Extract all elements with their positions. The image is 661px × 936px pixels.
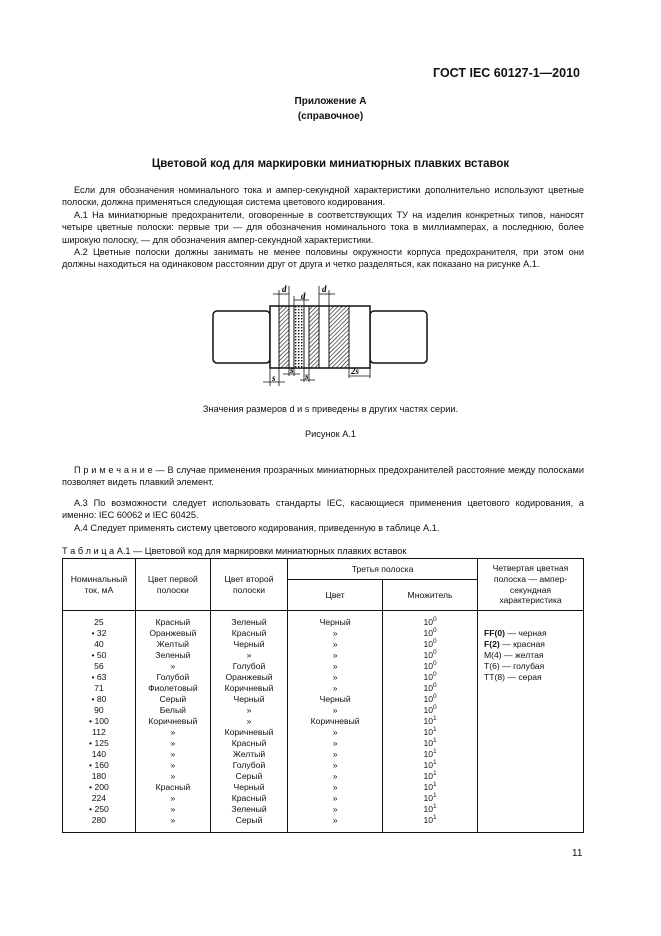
cell-second-color: Красный [210,738,287,749]
cell-multiplier: $10^1$ [383,727,478,738]
table-row [63,782,584,793]
paragraph-a2: А.2 Цветные полоски должны занимать не менее половины окружности корпуса предохранителя, при этом они должны находиться на одинаковом расстоянии друг от друга и четко разделяться, как показано на рисунке А.1. [62,247,584,270]
paragraph-intro: Если для обозначения номинального тока и ампер-секундной характеристики дополнительно используют цветные полоски, должна применяться следующая система цветового кодирования. [62,185,584,208]
cell-first-color: Серый [135,694,210,705]
cell-nominal: 112 [63,727,136,738]
bullet-icon: • [91,672,97,682]
label-s2: s [290,365,294,375]
cell-second-color: Черный [210,694,287,705]
cell-second-color: Черный [210,639,287,650]
color-code-table [62,558,584,833]
table-row [63,650,584,661]
fourth-text: — голубая [499,661,545,671]
figure-number: Рисунок А.1 [305,429,356,439]
cell-third-color: » [288,749,383,760]
cell-fourth [478,749,584,760]
cell-third-color: Черный [288,694,383,705]
cell-second-color: Зеленый [210,611,287,629]
cell-multiplier: $10^0$ [383,672,478,683]
table-row [63,716,584,727]
cell-third-color: » [288,738,383,749]
cell-second-color: Коричневый [210,727,287,738]
cell-first-color: Голубой [135,672,210,683]
cell-fourth [478,727,584,738]
cell-first-color: Белый [135,705,210,716]
fourth-text: — красная [499,639,545,649]
fourth-text: — желтая [501,650,544,660]
color-band-1 [279,306,289,368]
cell-second-color: Зеленый [210,804,287,815]
cell-nominal: • 160 [63,760,136,771]
cell-first-color: Красный [135,611,210,629]
fuse-cap-left [213,311,270,363]
cell-first-color: » [135,749,210,760]
cell-fourth [478,650,584,661]
cell-nominal: 280 [63,815,136,833]
cell-second-color: Красный [210,628,287,639]
cell-nominal: • 125 [63,738,136,749]
table-caption: Т а б л и ц а А.1 — Цветовой код для маркировки миниатюрных плавких вставок [62,546,407,556]
table-row [63,727,584,738]
cell-third-color: » [288,639,383,650]
cell-multiplier: $10^0$ [383,650,478,661]
fuse-cap-right [370,311,427,363]
cell-first-color: » [135,804,210,815]
cell-multiplier: $10^0$ [383,628,478,639]
cell-second-color: Серый [210,815,287,833]
cell-third-color: » [288,804,383,815]
cell-nominal: • 50 [63,650,136,661]
header-third-color: Цвет [288,580,383,611]
cell-nominal: 140 [63,749,136,760]
cell-multiplier: $10^1$ [383,804,478,815]
cell-fourth [478,771,584,782]
cell-third-color: » [288,661,383,672]
cell-fourth [478,672,584,683]
cell-multiplier: $10^1$ [383,771,478,782]
cell-third-color: Коричневый [288,716,383,727]
cell-third-color: Черный [288,611,383,629]
figure-caption-text: Значения размеров d и s приведены в других частях серии. [202,404,459,414]
paragraph-a4: А.4 Следует применять систему цветового кодирования, приведенную в таблице А.1. [74,523,440,533]
cell-third-color: » [288,771,383,782]
color-band-4 [329,306,349,368]
table-row [63,628,584,639]
label-s1: s [272,373,276,383]
cell-fourth [478,782,584,793]
cell-nominal: 90 [63,705,136,716]
cell-third-color: » [288,793,383,804]
cell-third-color: » [288,815,383,833]
cell-nominal: • 32 [63,628,136,639]
table-row [63,804,584,815]
cell-third-color: » [288,683,383,694]
cell-first-color: Фиолетовый [135,683,210,694]
cell-multiplier: $10^0$ [383,683,478,694]
cell-first-color: Желтый [135,639,210,650]
cell-multiplier: $10^0$ [383,639,478,650]
bullet-icon: • [89,760,95,770]
cell-second-color: Серый [210,771,287,782]
cell-second-color: Голубой [210,760,287,771]
cell-first-color: » [135,760,210,771]
cell-fourth [478,611,584,629]
fourth-text: — серая [505,672,542,682]
cell-first-color: » [135,815,210,833]
fuse-drawing [205,282,445,392]
header-fourth: Четвертая цветная полоска — ампер-секундная характеристика [478,559,584,611]
bullet-icon: • [89,738,95,748]
cell-multiplier: $10^1$ [383,749,478,760]
cell-third-color: » [288,672,383,683]
table-row [63,661,584,672]
label-s3: s [305,371,309,381]
table-row [63,760,584,771]
bullet-icon: • [89,716,95,726]
header-third: Третья полоска [288,559,478,580]
cell-first-color: Зеленый [135,650,210,661]
appendix-note: (справочное) [297,111,364,122]
cell-nominal: • 200 [63,782,136,793]
cell-first-color: » [135,738,210,749]
label-2s: 2s [351,366,360,376]
cell-nominal: 71 [63,683,136,694]
cell-fourth [478,628,584,639]
cell-first-color: Коричневый [135,716,210,727]
table-row [63,672,584,683]
cell-fourth [478,661,584,672]
cell-multiplier: $10^0$ [383,611,478,629]
header-third-multiplier: Множитель [383,580,478,611]
cell-second-color: Желтый [210,749,287,760]
cell-second-color: Оранжевый [210,672,287,683]
cell-third-color: » [288,705,383,716]
cell-multiplier: $10^0$ [383,705,478,716]
cell-fourth [478,705,584,716]
page-number: 11 [572,848,583,859]
cell-third-color: » [288,782,383,793]
table-row [63,611,584,629]
cell-fourth [478,639,584,650]
appendix-title: Приложение А [294,96,367,107]
cell-first-color: » [135,793,210,804]
cell-first-color: » [135,771,210,782]
header-first: Цвет первой полоски [135,559,210,611]
fourth-code: M(4) [484,650,502,660]
fourth-code: F(2) [484,639,500,649]
cell-fourth [478,793,584,804]
cell-fourth [478,815,584,833]
label-d1: d [282,284,287,294]
cell-nominal: • 100 [63,716,136,727]
header-second: Цвет второй полоски [210,559,287,611]
cell-third-color: » [288,628,383,639]
table-row [63,738,584,749]
fourth-text: — черная [505,628,547,638]
cell-fourth [478,683,584,694]
cell-second-color: Голубой [210,661,287,672]
cell-fourth [478,760,584,771]
table-row [63,639,584,650]
cell-multiplier: $10^0$ [383,661,478,672]
cell-third-color: » [288,650,383,661]
header-nominal: Номинальный ток, мА [63,559,136,611]
paragraph-a1: А.1 На миниатюрные предохранители, оговоренные в соответствующих ТУ на изделия конкретных типов, наносят четыре цветные полоски: первые три — для обозначения номинального тока в миллиамперах, а последнюю, более широкую полоску, — для обозначения ампер-секундной характеристики. [62,210,584,245]
cell-fourth [478,738,584,749]
cell-second-color: Черный [210,782,287,793]
fourth-code: T(6) [484,661,500,671]
bullet-icon: • [91,628,97,638]
cell-nominal: 25 [63,611,136,629]
note-paragraph: П р и м е ч а н и е — В случае применения прозрачных миниатюрных предохранителей расстояние между полосками позволяет видеть плавкий элемент. [62,465,584,488]
cell-multiplier: $10^1$ [383,782,478,793]
table-row [63,771,584,782]
bullet-icon: • [89,782,95,792]
color-band-2 [294,306,304,368]
paragraph-a3: А.3 По возможности следует использовать стандарты IEC, касающиеся применения цветового кодирования, а именно: IEC 60062 и IEC 60425. [62,498,584,521]
cell-multiplier: $10^1$ [383,738,478,749]
cell-nominal: • 250 [63,804,136,815]
cell-first-color: Оранжевый [135,628,210,639]
cell-nominal: 56 [63,661,136,672]
cell-multiplier: $10^1$ [383,793,478,804]
label-d2: d [301,291,306,301]
fourth-code: TT(8) [484,672,506,682]
cell-second-color: Красный [210,793,287,804]
cell-second-color: Коричневый [210,683,287,694]
cell-fourth [478,694,584,705]
cell-multiplier: $10^1$ [383,716,478,727]
cell-second-color: » [210,705,287,716]
cell-third-color: » [288,727,383,738]
cell-first-color: » [135,727,210,738]
cell-nominal: • 63 [63,672,136,683]
cell-multiplier: $10^0$ [383,694,478,705]
document-header: ГОСТ IEC 60127-1—2010 [433,66,580,80]
cell-first-color: Красный [135,782,210,793]
cell-second-color: » [210,650,287,661]
table-row [63,683,584,694]
color-band-3 [309,306,319,368]
bullet-icon: • [89,804,95,814]
label-d3: d [322,284,327,294]
bullet-icon: • [91,694,97,704]
section-title: Цветовой код для маркировки миниатюрных плавких вставок [151,158,510,170]
cell-nominal: 224 [63,793,136,804]
cell-nominal: 40 [63,639,136,650]
cell-fourth [478,716,584,727]
table-row [63,694,584,705]
table-row [63,749,584,760]
cell-first-color: » [135,661,210,672]
table-row [63,705,584,716]
fourth-code: FF(0) [484,628,506,638]
cell-nominal: 180 [63,771,136,782]
bullet-icon: • [91,650,97,660]
cell-fourth [478,804,584,815]
cell-third-color: » [288,760,383,771]
cell-nominal: • 80 [63,694,136,705]
table-row [63,793,584,804]
table-row [63,815,584,833]
cell-multiplier: $10^1$ [383,760,478,771]
cell-second-color: » [210,716,287,727]
cell-multiplier: $10^1$ [383,815,478,833]
